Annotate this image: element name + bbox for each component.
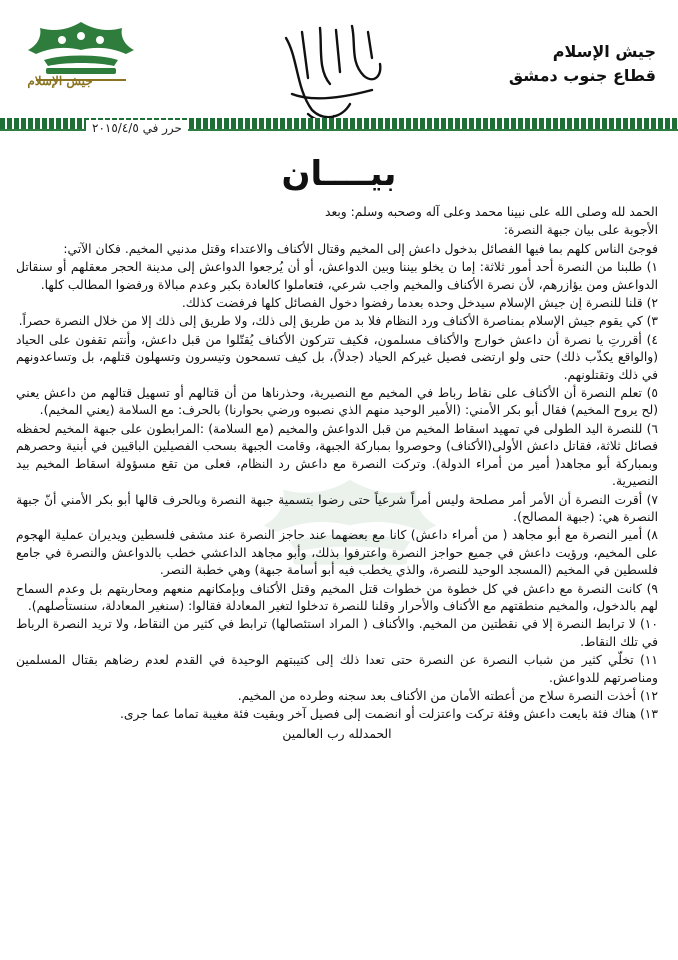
letterhead (0, 0, 678, 118)
list-item: ٩) كانت النصرة مع داعش في كل خطوة من خطوات قتل المخيم وقتل الأكناف وبإمكانهم منعهم ومحاربتهم بل وعدم السماح لهم بالدخول، والمخيم منطقتهم مع الأكناف والأحرار وقلنا للنصرة تدخلوا لتغير المعادلة فقالوا: (سنغير المعادلة، سنستأصلهم). (16, 581, 658, 613)
document-title: بيــــان (281, 154, 397, 194)
list-item: ١٣) هناك فئة بايعت داعش وفئة تركت واعتزلت أو انضمت إلى فصيل آخر وبقيت فئة مغيبة تماما عما جرى. (119, 707, 658, 722)
opening-subject: الأجوبة على بيان جبهة النصرة: (503, 223, 658, 238)
org-block (509, 40, 656, 88)
list-item: ١٠) لا ترابط النصرة إلا في نقطتين من المخيم. والأكناف ( المراد استئصالها) ترابط في كثير من النقاط، ولا تريد النصرة الرباط في تلك النقاط. (16, 617, 658, 649)
org-sector: قطاع جنوب دمشق (508, 66, 656, 85)
org-name: جيش الإسلام (552, 42, 656, 61)
list-item: ٢) قلنا للنصرة إن جيش الإسلام سيدخل وحده بعدما رفضوا دخول الفصائل كلها فرفضت كذلك. (181, 296, 658, 311)
list-item: ١٢) أخذت النصرة سلاح من أعطته الأمان من الأكناف بعد سجنه وطرده من المخيم. (237, 688, 658, 703)
army-logo (22, 16, 140, 108)
closing-praise: الحمدلله رب العالمين (282, 726, 392, 741)
opening-praise: الحمد لله وصلى الله على نبينا محمد وعلى آله وصحبه وسلم: وبعد (324, 205, 658, 219)
list-item: ٥) تعلم النصرة أن الأكناف على نقاط رباط في المخيم مع النصيرية، وحذرناها من أن قتالهم أو تسهيل قتالهم من داعش يعني (لح يروح المخيم) فقال أبو بكر الأمني: (الأمير الوحيد منهم الذي نصبوه ورضي بحوارنا) بالحرف: مع السلامة (يعني المخيم). (16, 386, 658, 418)
statement-body (16, 204, 658, 744)
list-item: ٦) للنصرة اليد الطولى في تمهيد اسقاط المخيم من قبل الدواعش والمخيم (مع السلامة) :المرابطون على جبهة المخيم لحفظه فصائل ثلاثة، فقاتل داعش الأولى(الأكناف) وحوصروا بمباركة الجبهة، وقامت الجبهة بسحب الفصيلين الباقيين في أبنية وحصرهم وبمباركة أبو مجاهد( أمير من أمراء الدولة). وتركت النصرة مع داعش رد النظام، فعلى من تقع مسؤولة اسقاط المخيم بيد النصيرية. (16, 421, 658, 489)
list-item: ٤) أقررتِ يا نصرة أن داعش خوارج والأكناف مسلمون، فكيف تتركون الأكناف يُقتّلوا من قبل داعش، وأنتم تقفون على الحياد (والواقع يكذّب ذلك) حتى ولو ارتضى فصيل غيركم الحياد (جدلاً)، بل كيف تسمحون وتيسرون وتسهلون قتلهم، بل وتساعدونهم في ذلك وتقتلونهم. (16, 332, 658, 382)
list-item: ٣) كي يقوم جيش الإسلام بمناصرة الأكناف ورد النظام فلا بد من طريق إلى ذلك، ولا طريق إلى ذلك إلا من خلال النصرة حصراً. (18, 314, 658, 329)
list-item: ٧) أقرت النصرة أن الأمر أمر مصلحة وليس أمراً شرعياً حتى رضوا بتسمية جبهة النصرة وبالحرف قالها أبو بكر الأمني أنّ جبهة النصرة هي: (جبهة المصالح). (16, 492, 658, 524)
opening-context: فوجئ الناس كلهم بما فيها الفصائل بدخول داعش إلى المخيم وقتال الأكناف والاعتداء وقتل مدنيي المخيم. فكان الآتي: (63, 241, 658, 256)
logo-text: جيش الإسلام (27, 74, 93, 88)
list-item: ١١) تخلّي كثير من شباب النصرة عن النصرة حتى تعدا ذلك إلى كتيبتهم الوحيدة في القدم لعدم رضاهم بقتال المسلمين ومناصرتهم للدواعش. (16, 653, 658, 685)
list-item: ١) طلبنا من النصرة أحد أمور ثلاثة: إما ن يخلو بيننا وبين الدواعش، أو أن يُرجعوا الدواعش إلى مدينة الحجر معقلهم أو سنقاتل الدواعش ومن يؤازرهم، لأن نصرة الأكناف والمخيم واجب شرعي، فتعاملوا كالعادة بكبر وعدم مبالاة ورفضوا المطالب كلها. (16, 260, 658, 292)
issue-date: حرر في ٢٠١٥/٤/٥ (86, 120, 188, 136)
list-item: ٨) أمير النصرة مع أبو مجاهد ( من أمراء داعش) كانا مع بعضهما عند حاجز النصرة عند مشفى فلسطين ويديران عملية الهجوم على المخيم، ورؤيت داعش في جميع حواجز النصرة واعترفوا بذلك، وأبو مجاهد الداعشي خطب بالدواعش والنصرة في جامع فلسطين في المخيم (المسجد الوحيد للنصرة، والذي يخطب فيه أبو أسامة جبهة) وهي خطبة النصر. (16, 528, 658, 578)
basmala-calligraphy (272, 18, 394, 126)
